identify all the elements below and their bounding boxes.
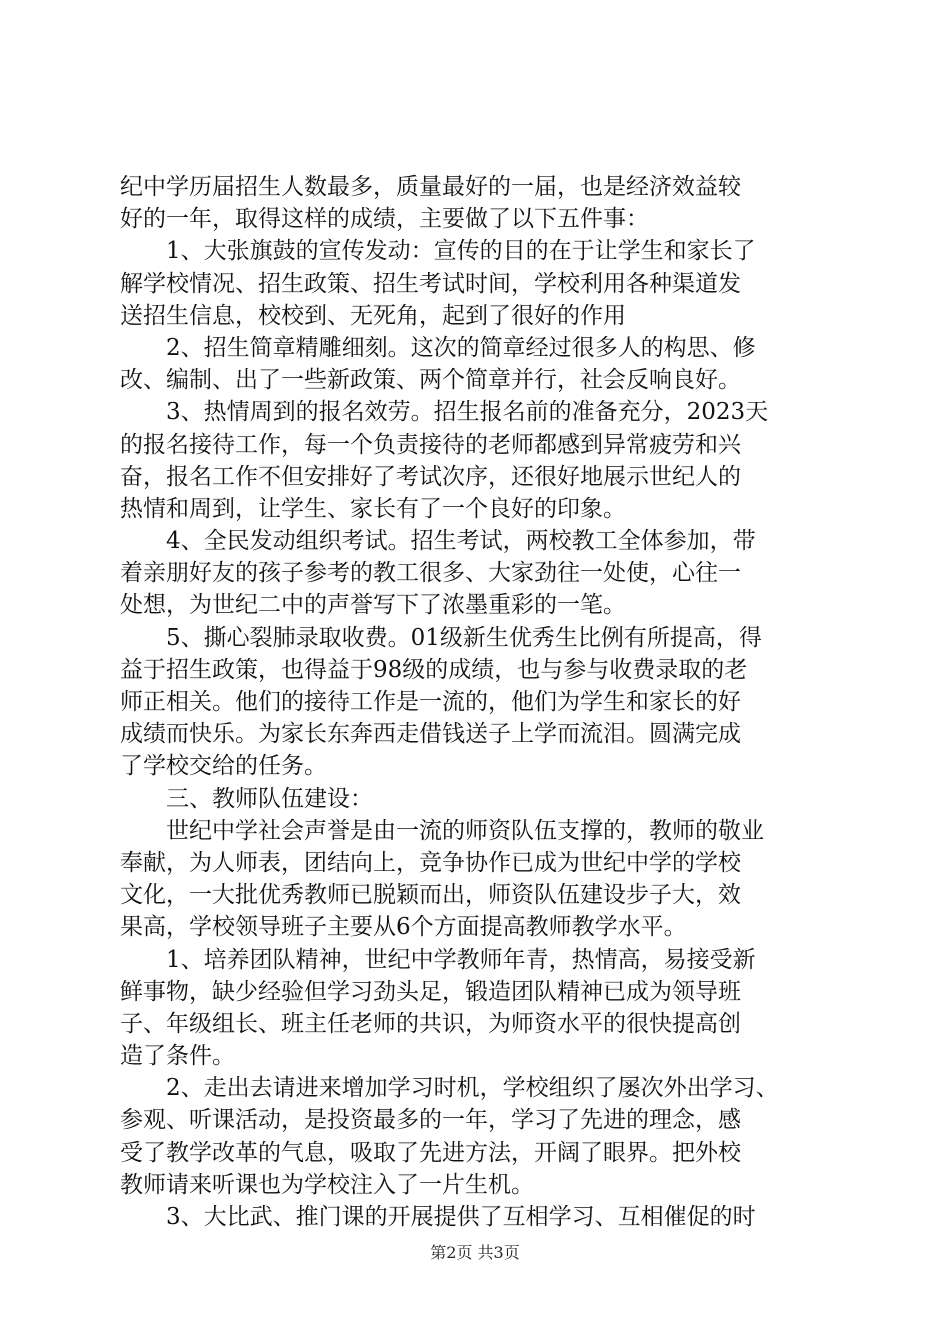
text-line: 热情和周到，让学生、家长有了一个良好的印象。 (120, 495, 626, 522)
text-line: 好的一年，取得这样的成绩，主要做了以下五件事： (120, 206, 649, 233)
text-line: 1、培养团队精神，世纪中学教师年青，热情高，易接受新 (166, 946, 756, 973)
page-number: 第2页 共3页 (430, 1243, 520, 1262)
text-line: 解学校情况、招生政策、招生考试时间，学校利用各种渠道发 (120, 270, 741, 297)
text-line: 了学校交给的任务。 (120, 753, 327, 780)
text-line: 4、全民发动组织考试。招生考试，两校教工全体参加，带 (166, 528, 756, 555)
text-line: 2、招生简章精雕细刻。这次的简章经过很多人的构思、修 (166, 334, 756, 361)
text-line: 子、年级组长、班主任老师的共识，为师资水平的很快提高创 (120, 1010, 741, 1037)
text-line: 受了教学改革的气息，吸取了先进方法，开阔了眼界。把外校 (120, 1139, 741, 1166)
section-heading: 三、教师队伍建设： (166, 785, 373, 812)
text-line: 果高，学校领导班子主要从6个方面提高教师教学水平。 (120, 914, 687, 941)
text-line: 成绩而快乐。为家长东奔西走借钱送子上学而流泪。圆满完成 (120, 721, 741, 748)
text-line: 1、大张旗鼓的宣传发动：宣传的目的在于让学生和家长了 (166, 238, 756, 265)
text-line: 文化，一大批优秀教师已脱颖而出，师资队伍建设步子大，效 (120, 882, 741, 909)
text-line: 教师请来听课也为学校注入了一片生机。 (120, 1171, 534, 1198)
document-body (120, 171, 860, 1233)
text-line: 5、撕心裂肺录取收费。01级新生优秀生比例有所提高，得 (166, 624, 762, 651)
text-line: 奋，报名工作不但安排好了考试次序，还很好地展示世纪人的 (120, 463, 741, 490)
text-line: 益于招生政策，也得益于98级的成绩，也与参与收费录取的老 (120, 656, 748, 683)
text-line: 奉献，为人师表，团结向上，竞争协作已成为世纪中学的学校 (120, 849, 741, 876)
text-line: 世纪中学社会声誉是由一流的师资队伍支撑的，教师的敬业 (166, 817, 764, 844)
text-line: 纪中学历届招生人数最多，质量最好的一届，也是经济效益较 (120, 174, 741, 200)
text-line: 的报名接待工作，每一个负责接待的老师都感到异常疲劳和兴 (120, 431, 741, 458)
text-line: 造了条件。 (120, 1043, 235, 1070)
page-footer (0, 1243, 950, 1263)
text-line: 处想，为世纪二中的声誉写下了浓墨重彩的一笔。 (120, 592, 626, 619)
text-line: 送招生信息，校校到、无死角，起到了很好的作用 (120, 302, 626, 329)
text-line: 3、热情周到的报名效劳。招生报名前的准备充分，2023天 (166, 399, 769, 426)
text-line: 师正相关。他们的接待工作是一流的，他们为学生和家长的好 (120, 689, 741, 715)
text-line: 着亲朋好友的孩子参考的教工很多、大家劲往一处使，心往一 (120, 560, 741, 587)
text-line: 鲜事物，缺少经验但学习劲头足，锻造团队精神已成为领导班 (120, 978, 741, 1005)
text-line: 改、编制、出了一些新政策、两个简章并行，社会反响良好。 (120, 367, 741, 394)
text-line: 参观、听课活动，是投资最多的一年，学习了先进的理念，感 (120, 1107, 741, 1134)
text-line: 2、走出去请进来增加学习时机，学校组织了屡次外出学习、 (166, 1075, 779, 1102)
text-line: 3、大比武、推门课的开展提供了互相学习、互相催促的时 (166, 1204, 756, 1230)
